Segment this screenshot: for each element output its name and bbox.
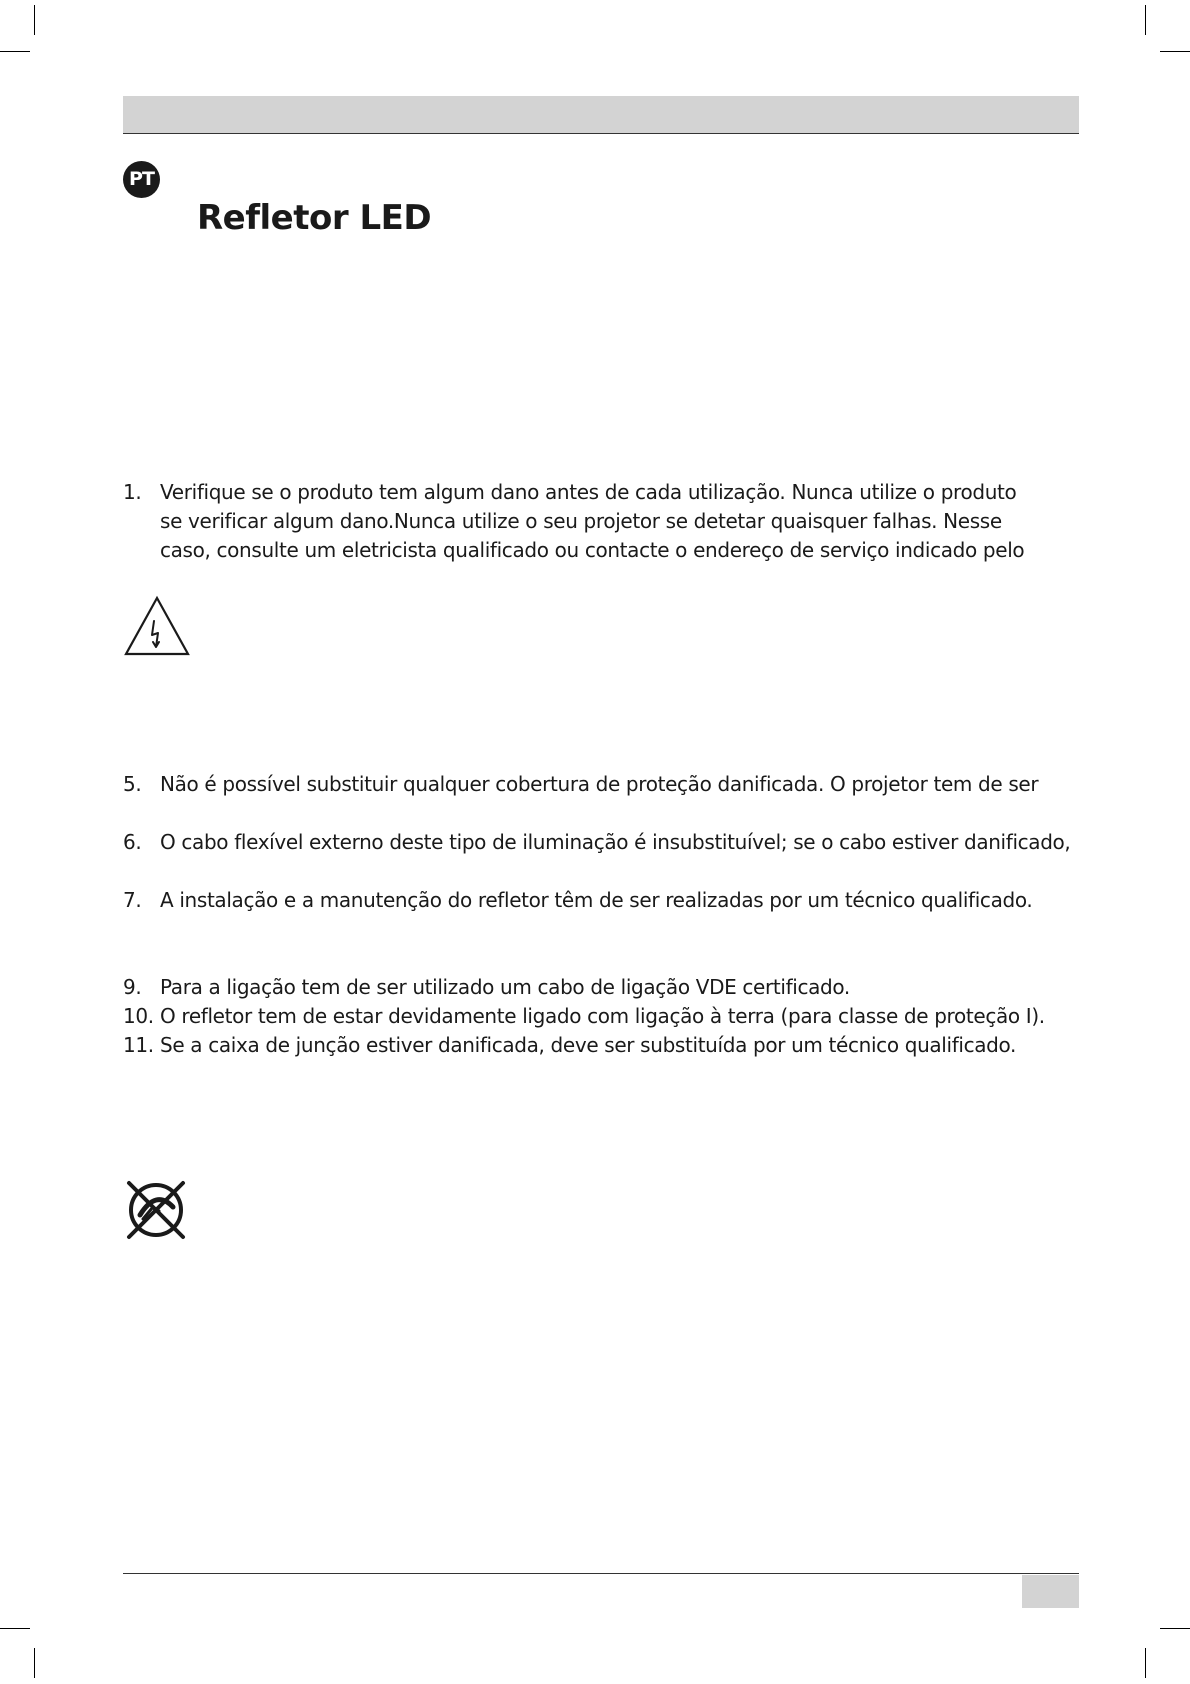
- list-item: [123, 973, 1083, 1002]
- crop-mark: [1160, 1628, 1190, 1629]
- page-title: Refletor LED: [197, 198, 432, 238]
- list-item-text: Se a caixa de junção estiver danificada, deve ser substituída por um técnico qualificado.: [160, 1033, 1017, 1057]
- list-item-text: Para a ligação tem de ser utilizado um cabo de ligação VDE certificado.: [160, 975, 850, 999]
- list-item-number: 7.: [123, 888, 142, 912]
- language-badge: PT: [123, 161, 160, 198]
- list-item-text: O cabo flexível externo deste tipo de iluminação é insubstituível; se o cabo estiver danificado,: [160, 830, 1071, 854]
- crop-mark: [34, 1648, 35, 1678]
- list-item-line: se verificar algum dano.Nunca utilize o seu projetor se detetar quaisquer falhas. Nesse: [160, 509, 1002, 533]
- crop-mark: [0, 1628, 30, 1629]
- crop-mark: [1145, 5, 1146, 35]
- list-item-number: 6.: [123, 830, 142, 854]
- list-item: [123, 478, 1083, 565]
- list-item-number: 10.: [123, 1004, 154, 1028]
- list-item: [123, 1002, 1083, 1031]
- header-bar: [123, 96, 1079, 134]
- list-item: [123, 770, 1083, 799]
- page-number-tab: [1022, 1575, 1079, 1608]
- crop-mark: [34, 5, 35, 35]
- crop-mark: [1145, 1648, 1146, 1678]
- do-not-cover-icon: [123, 1177, 189, 1243]
- list-item-number: 1.: [123, 480, 142, 504]
- list-item-text: O refletor tem de estar devidamente ligado com ligação à terra (para classe de proteção I).: [160, 1004, 1045, 1028]
- safety-list-1: [123, 478, 1083, 565]
- list-item-line: caso, consulte um eletricista qualificado ou contacte o endereço de serviço indicado pelo: [160, 538, 1025, 562]
- list-item: [123, 886, 1083, 915]
- safety-list-3: [123, 973, 1083, 1060]
- footer-rule: [123, 1573, 1079, 1574]
- list-item-text: Não é possível substituir qualquer cobertura de proteção danificada. O projetor tem de ser: [160, 772, 1039, 796]
- electric-shock-warning-icon: [123, 595, 191, 657]
- crop-mark: [0, 51, 30, 52]
- crop-mark: [1160, 51, 1190, 52]
- list-item: [123, 1031, 1083, 1060]
- list-item-line: Verifique se o produto tem algum dano antes de cada utilização. Nunca utilize o produto: [160, 480, 1017, 504]
- list-item-number: 9.: [123, 975, 142, 999]
- list-item: [123, 828, 1083, 857]
- list-item-number: 11.: [123, 1033, 154, 1057]
- safety-list-2: [123, 770, 1083, 915]
- list-item-text: A instalação e a manutenção do refletor têm de ser realizadas por um técnico qualificado.: [160, 888, 1033, 912]
- list-item-number: 5.: [123, 772, 142, 796]
